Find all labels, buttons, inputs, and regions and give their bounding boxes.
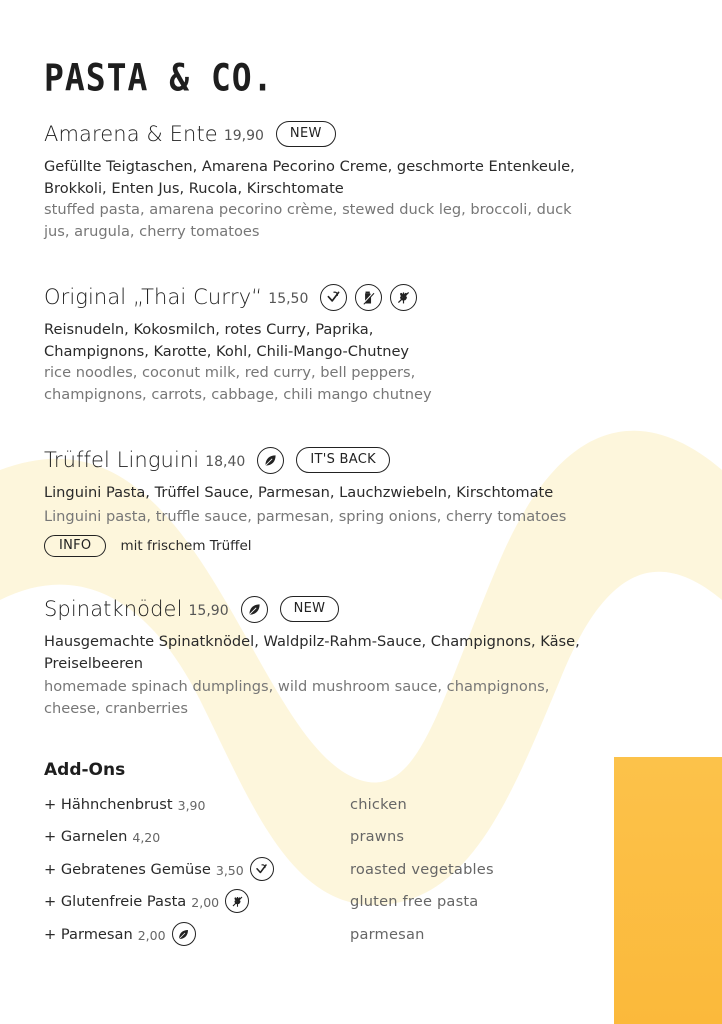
- addon-row: [44, 822, 564, 850]
- dish-description-en: stuffed pasta, amarena pecorino crème, stewed duck leg, broccoli, duck jus, arugula, cherry tomatoes: [44, 201, 572, 240]
- addon-row: [44, 855, 564, 883]
- dish-price: 19,90: [223, 128, 264, 144]
- gluten-free-icon: [225, 889, 249, 913]
- vegetarian-icon: [172, 922, 196, 946]
- addon-name: + Parmesan: [44, 925, 133, 943]
- addon-row: [44, 790, 564, 818]
- addon-name: + Hähnchenbrust: [44, 795, 173, 813]
- dish-price: 15,90: [188, 603, 229, 619]
- dish-description-en: homemade spinach dumplings, wild mushroom sauce, champignons, cheese, cranberries: [44, 678, 550, 717]
- dish-trueffel-linguini: [44, 444, 644, 557]
- vegetarian-icon: [241, 596, 268, 623]
- info-text: mit frischem Trüffel: [120, 538, 252, 554]
- addon-price: 4,20: [132, 829, 161, 845]
- dish-thai-curry: [44, 281, 644, 405]
- page-title: PASTA & CO.: [44, 56, 274, 100]
- vegetarian-icon: [257, 447, 284, 474]
- dish-spinatknoedel: [44, 593, 644, 719]
- vegan-icon: [320, 284, 347, 311]
- dish-description-en: Linguini pasta, truffle sauce, parmesan, spring onions, cherry tomatoes: [44, 507, 567, 525]
- addon-price: 2,00: [137, 927, 166, 943]
- dish-name: Trüffel Linguini: [44, 448, 200, 472]
- info-badge: INFO: [44, 535, 106, 557]
- dish-description-de: Reisnudeln, Kokosmilch, rotes Curry, Paprika, Champignons, Karotte, Kohl, Chili-Mango-Chutney: [44, 321, 410, 360]
- dish-amarena-ente: [44, 118, 644, 242]
- dish-description-de: Linguini Pasta, Trüffel Sauce, Parmesan, Lauchzwiebeln, Kirschtomate: [44, 484, 554, 501]
- dish-name: Amarena & Ente: [44, 122, 218, 146]
- new-badge: NEW: [276, 121, 336, 147]
- addon-name-en: prawns: [350, 827, 405, 845]
- dish-description-de: Hausgemachte Spinatknödel, Waldpilz-Rahm-Sauce, Champignons, Käse, Preiselbeeren: [44, 633, 580, 672]
- addon-price: 3,50: [215, 862, 244, 878]
- new-badge: NEW: [280, 596, 340, 622]
- gluten-free-icon: [390, 284, 417, 311]
- addon-name-en: gluten free pasta: [350, 892, 479, 910]
- addon-row: [44, 920, 564, 948]
- dish-price: 15,50: [268, 291, 309, 307]
- addons-title: Add-Ons: [44, 760, 126, 780]
- vegan-icon: [250, 857, 274, 881]
- its-back-badge: IT'S BACK: [296, 447, 390, 473]
- addon-name: + Garnelen: [44, 827, 128, 845]
- dish-name: Spinatknödel: [44, 597, 183, 621]
- addon-name-en: roasted vegetables: [350, 860, 494, 878]
- addon-price: 3,90: [177, 797, 206, 813]
- addon-price: 2,00: [191, 894, 220, 910]
- addon-row: [44, 887, 564, 915]
- lactose-free-icon: [355, 284, 382, 311]
- dish-description-de: Gefüllte Teigtaschen, Amarena Pecorino Creme, geschmorte Entenkeule, Brokkoli, Enten Jus, Rucola, Kirschtomate: [44, 158, 575, 197]
- dish-description-en: rice noodles, coconut milk, red curry, bell peppers, champignons, carrots, cabbage, chili mango chutney: [44, 364, 432, 403]
- dish-name: Original „Thai Curry“: [44, 285, 263, 309]
- addon-name: + Gebratenes Gemüse: [44, 860, 211, 878]
- dish-price: 18,40: [205, 454, 246, 470]
- addon-name-en: parmesan: [350, 925, 425, 943]
- addon-name-en: chicken: [350, 795, 407, 813]
- addon-name: + Glutenfreie Pasta: [44, 892, 187, 910]
